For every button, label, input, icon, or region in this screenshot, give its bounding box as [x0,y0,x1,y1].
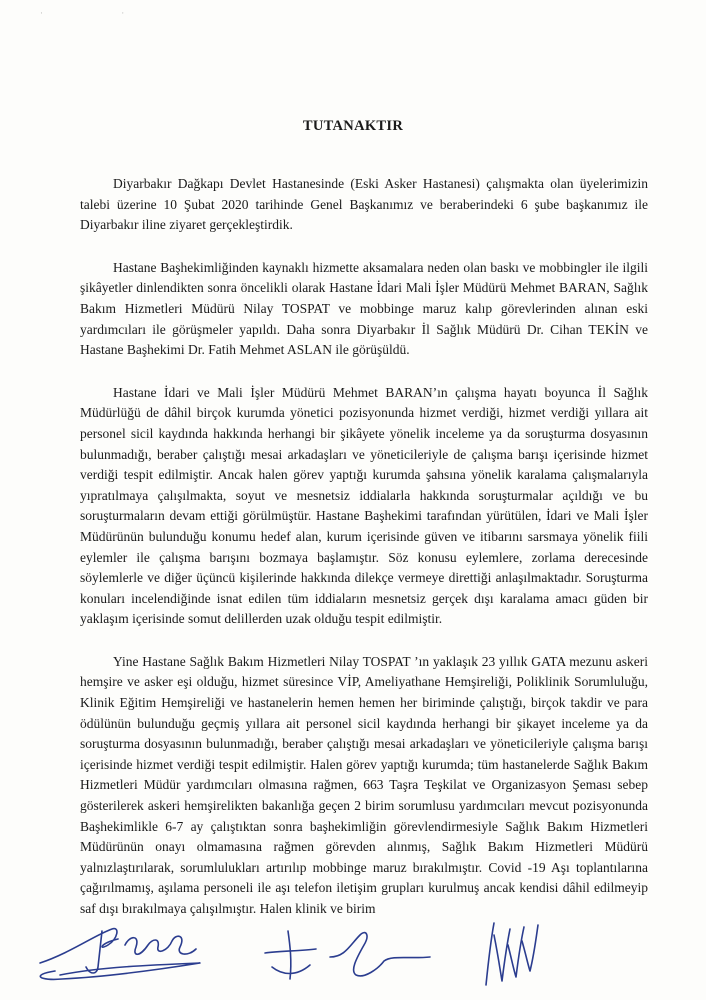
signature-2 [265,931,316,979]
signature-4 [486,923,538,985]
paragraph-mehmet-baran: Hastane İdari ve Mali İşler Müdürü Mehmet BARAN’ın çalışma hayatı boyunca İl Sağlık Müdürlüğü de dâhil birçok kurumda yönetici pozisyonunda hizmet verdiği, hizmet verdiği yıllara ait personel sicil kaydında hakkında herhangi bir şikâyete yönelik inceleme ya da soruşturma dosyasının bulunmadığı, beraber çalıştığı mesai arkadaşları ve yöneticileriyle de çalışma barışı içerisinde hizmet verdiği tespit edilmiştir. Ancak halen görev yaptığı kurumda şahsına yönelik karalama çalışmalarıyla yıpratılmaya çalışılmakta, soyut ve mesnetsiz iddialarla hakkında soruşturmalar açıldığı ve bu soruşturmaların devam ettiği görülmüştür. Hastane Başhekimi tarafından yürütülen, İdari ve Mali İşler Müdürünün bulunduğu konumu hedef alan, kurum içerisinde güven ve itibarını sarsmaya yönelik fiili eylemler ile çalışma barışını bozmaya başlamıştır. Söz konusu eylemlere, zorlama derecesinde söylemlerle ve diğer üçüncü kişilerinde hakkında dilekçe vermeye direttiği anlaşılmaktadır. Soruşturma konuları incelendiğinde isnat edilen tüm iddiaların mesnetsiz gerçek dışı karalama amacı güden bir yaklaşım içerisinde somut delillerden uzak olduğu tespit edilmiştir. [80,384,648,627]
corner-marks: · · [40,8,163,18]
signature-1 [40,929,200,980]
document-body [80,174,648,942]
paragraph-meetings: Hastane Başhekimliğinden kaynaklı hizmette aksamalara neden olan baskı ve mobbingler ile ilgili şikâyetler dinlendikten sonra öncelikli olarak Hastane İdari Mali İşler Müdürü Mehmet BARAN, Sağlık Bakım Hizmetleri Müdürü Nilay TOSPAT ve mobbinge maruz kalıp görevlerinden alınan eski yardımcıları ile görüşmeler yapıldı. Daha sonra Diyarbakır İl Sağlık Müdürü Dr. Cihan TEKİN ve Hastane Başhekimi Dr. Fatih Mehmet ASLAN ile görüşüldü. [80,259,648,358]
paragraph-nilay-tospat: Yine Hastane Sağlık Bakım Hizmetleri Nilay TOSPAT ’ın yaklaşık 23 yıllık GATA mezunu askeri hemşire ve asker eşi olduğu, hizmet süresince VİP, Ameliyathane Hemşireliği, Poliklinik Sorumluluğu, Klinik Eğitim Hemşireliği ve hastanelerin hemen hemen her biriminde çalıştığı, birçok takdir ve para ödülünün bulunduğu geçmiş yıllara ait personel sicil kaydında herhangi bir şikayet inceleme ya da soruşturma dosyasının bulunmadığı, beraber çalıştığı mesai arkadaşları ve yöneticileriyle çalışma barışı içerisinde hizmet verdiği tespit edilmiştir. Halen görev yaptığı kurumda; tüm hastanelerde Sağlık Bakım Hizmetleri Müdür yardımcıları olmasına rağmen, 663 Taşra Teşkilat ve Organizasyon Şeması sebep gösterilerek askeri hemşirelikten bakanlığa geçen 2 birim sorumlusu yardımcıları mevcut pozisyonunda Başhekimlikle 6-7 ay çalıştıktan sonra başhekimliğin görevlendirmesiyle Sağlık Bakım Hizmetleri Müdürünün onayı olmamasına rağmen görevden alınmış, Sağlık Bakım Hizmetleri Müdürü yalnızlaştırılarak, sorumlulukları artırılıp mobbinge maruz bırakılmıştır. Covid -19 Aşı toplantılarına çağırılmamış, aşılama personeli ile aşı telefon iletişim grupları kurulmuş ancak kendisi dâhil edilmeyip saf dışı bırakılmaya çalışılmıştır. Halen klinik ve birim [80,653,648,916]
paragraph-visit: Diyarbakır Dağkapı Devlet Hastanesinde (Eski Asker Hastanesi) çalışmakta olan üyelerimizin talebi üzerine 10 Şubat 2020 tarihinde Genel Başkanımız ve beraberindeki 6 şube başkanımız ile Diyarbakır iline ziyaret gerçekleştirdik. [80,176,648,233]
signature-row [0,905,706,1000]
document-title: TUTANAKTIR [302,118,404,134]
signature-3 [330,933,430,976]
signatures-svg [0,905,706,1000]
